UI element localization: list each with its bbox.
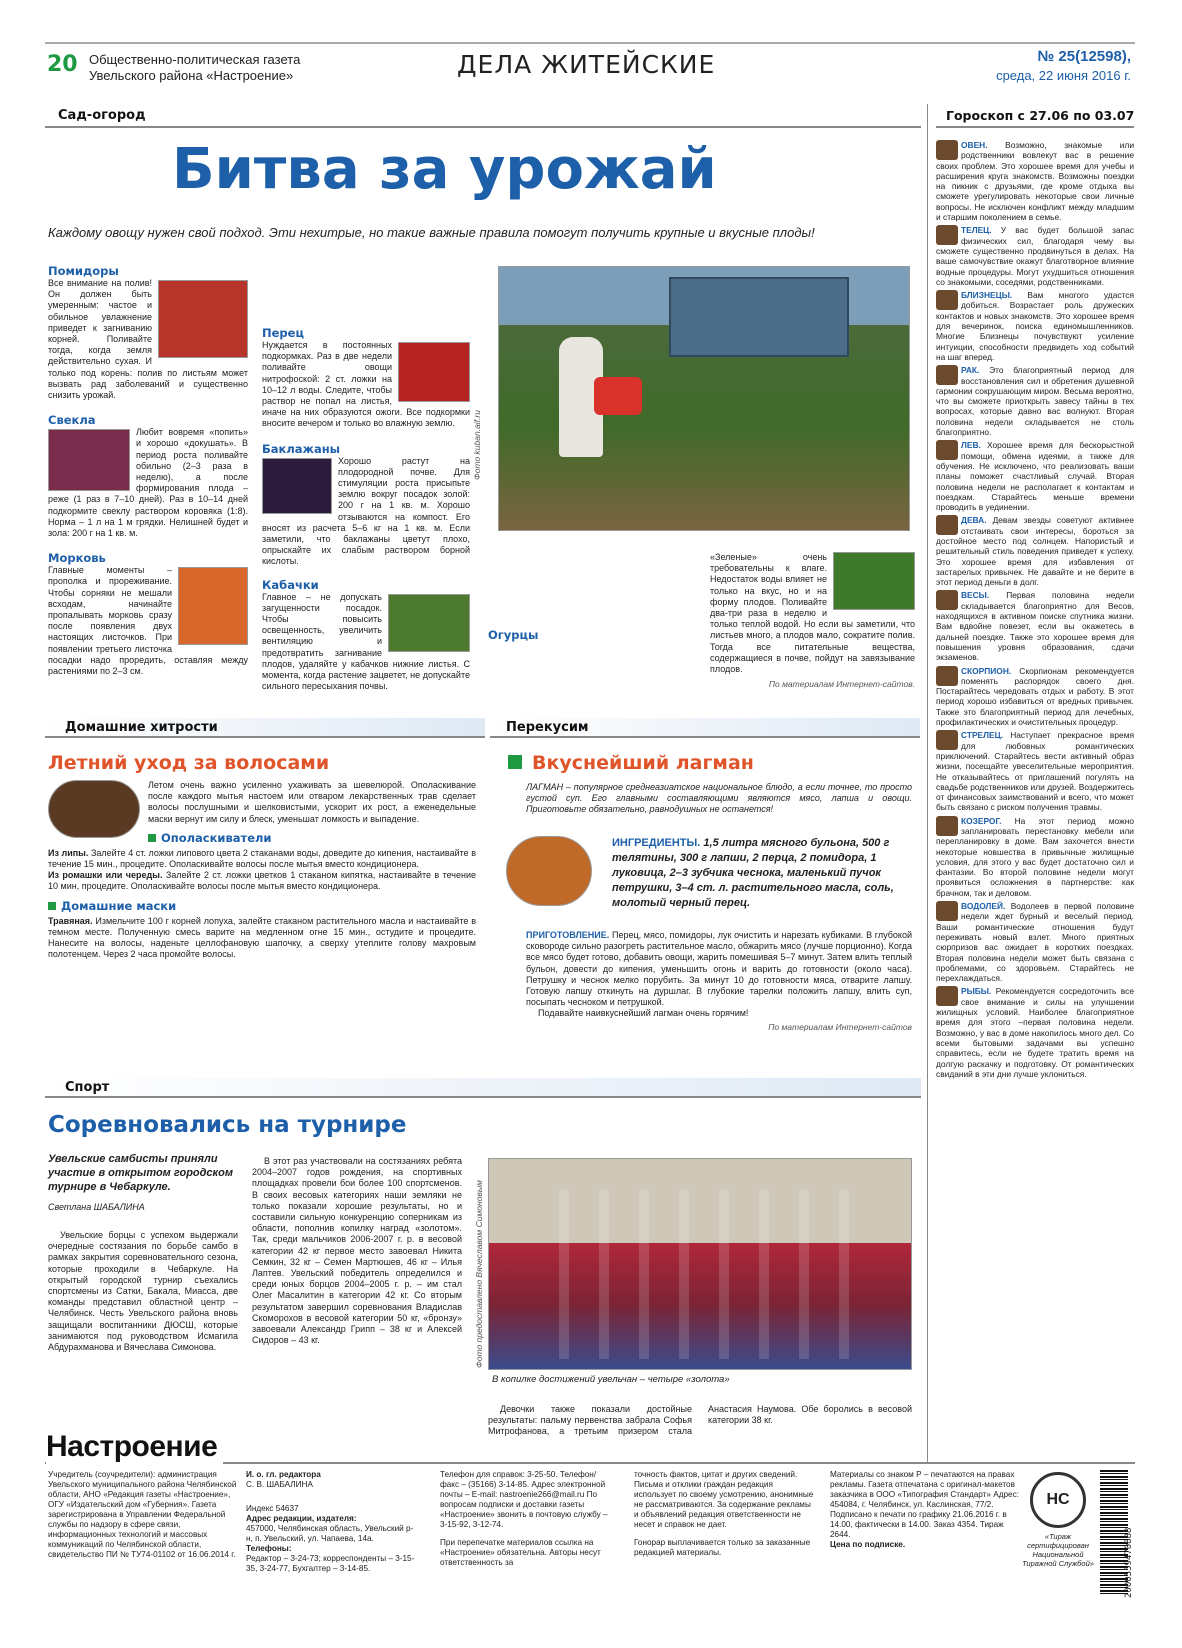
eggplant-text: Хорошо растут на плодородной почве. Для стимуляции роста присыпьте землю вокруг посадок золой: 200 г на 1 кв. м. Хорошо отзываются на компост. Его вносят из расчета 5–6 кг на 1 кв. м. Если заметили, что баклажаны цветут плохо, опрыскайте их слабым раствором борной кислоты. xyxy=(262,455,470,567)
zucchini-photo xyxy=(388,594,470,652)
horoscope-entry xyxy=(936,666,1134,728)
section-title: ДЕЛА ЖИТЕЙСКИЕ xyxy=(457,50,716,79)
aries-icon xyxy=(936,140,958,160)
footer-index: Индекс 54637 xyxy=(246,1504,299,1513)
cucumber-text: «Зеленые» очень требовательны к влаге. Недостаток воды влияет не только на вкус, но и на форму плодов. Поливайте два-три раза в неделю и только теплой водой. Но если вы заметили, что листьев много, а плодов мало, сократите полив. Тогда все питательные вещества, содержащиеся в почве, пойдут на завязывание плодов. xyxy=(710,552,915,675)
address-label: Адрес редакции, издателя: xyxy=(246,1514,357,1523)
hair-photo xyxy=(48,780,140,838)
lagman-photo xyxy=(506,836,592,906)
rinse-1-text: Залейте 4 ст. ложки липового цвета 2 стаканами воды, доведите до кипения, настаивайте в течение 15 мин., процедите. Ополаскивайте волосы после мытья вместо кондиционера. xyxy=(48,847,476,870)
sport-photo-credit: Фото предоставлено Вячеславом Симоновым xyxy=(474,1180,484,1368)
seal-caption: «Тираж сертифицирован Национальной Тиражной Службой» xyxy=(1022,1532,1094,1568)
prep-label: ПРИГОТОВЛЕНИЕ. xyxy=(526,930,610,940)
editor-label: И. о. гл. редактора xyxy=(246,1470,321,1479)
page-header xyxy=(45,42,1135,88)
rubric-lagman: Перекусим xyxy=(506,720,589,735)
rinse-1-bold: Из липы. xyxy=(48,847,89,858)
issue-date: среда, 22 июня 2016 г. xyxy=(996,68,1131,83)
address-text: 457000, Челябинская область, Увельский р-н, п. Увельский, ул. Чапаева, 14а. xyxy=(246,1524,414,1543)
horoscope-sign-text: Девам звезды советуют активнее отстаивать свои интересы, бороться за достойное место под солнцем. Напористый и решительный стиль поведения приведет к успеху. Это хорошее время для избавления от застарелых привычек. Не давайте и не берите в этот период деньги в долг. xyxy=(936,515,1134,588)
garden-photo xyxy=(498,266,910,531)
rinse-2-text: Залейте 2 ст. ложки цветков 1 стаканом кипятка, настаивайте в течение 10 мин, процедите. Ополаскивайте волосы после мытья вместо кондиционера. xyxy=(48,870,476,892)
seal-icon: НС xyxy=(1030,1472,1086,1528)
horoscope-entry xyxy=(936,816,1134,898)
green-square-icon xyxy=(48,902,56,910)
pepper-photo xyxy=(398,342,470,402)
capricorn-icon xyxy=(936,816,958,836)
rubric-horoscope: Гороскоп с 27.06 по 03.07 xyxy=(946,108,1135,123)
sport-col-1 xyxy=(48,1152,238,1353)
zucchini-title: Кабачки xyxy=(262,577,319,592)
horoscope-sign-name: БЛИЗНЕЦЫ. xyxy=(961,290,1013,301)
horoscope-rule xyxy=(936,126,1134,128)
horoscope-sign-name: ДЕВА. xyxy=(961,515,987,526)
horoscope-sign-text: У вас будет большой запас физических сил, благодаря чему вы сможете существенно продвинуться в делах. На ваше самочувствие окажут благотворное влияние водные процедуры. Могут ухудшиться отношения со знакомыми, соседями, родственниками. xyxy=(936,225,1134,287)
accuracy-text: точность фактов, цитат и других сведений. Письма и отклики граждан редакция использует по своему усмотрению, анонимные не рассматриваются. За содержание рекламы и объявлений редакция ответственности не несет и справок не дает. xyxy=(634,1470,814,1529)
horoscope-sign-name: РАК. xyxy=(961,365,980,376)
carrot-title: Морковь xyxy=(48,551,106,566)
carrot-text: Главные моменты – прополка и прореживание. Чтобы сорняки не мешали всходам, начинайте пропалывать морковь сразу после появления двух настоящих листочков. При появлении третьего листочка посадки надо проредить, оставляя между растениями по 2–3 см. xyxy=(48,565,248,677)
horoscope-sign-text: Возможно, знакомые или родственники вовлекут вас в решение своих проблем. Это хорошее время для учебы и расширения круга знакомств. Возможны поездки на пикник с друзьями, где кроме отдыха вы сможете урегулировать некоторые свои личные вопросы. Не исключен конфликт между младшим и старшим поколением в семье. xyxy=(936,140,1134,223)
print-text: Материалы со знаком Р – печатаются на правах рекламы. Газета отпечатана с оригинал-макетов заказчика в ООО «Типография Стандарт» Адрес: 454084, г. Челябинск, ул. Каслинская, 77/2. Подписано к печати по графику 21.06.2016 г. в 14.00, фактически в 14.00. Заказ 4354. Тираж 2644. xyxy=(830,1470,1019,1539)
garden-col-4 xyxy=(710,552,915,689)
garden-source: По материалам Интернет-сайтов. xyxy=(768,679,915,690)
rinse-2-bold: Из ромашки или череды. xyxy=(48,870,163,881)
horoscope-sign-name: РЫБЫ. xyxy=(961,986,992,997)
horoscope-divider xyxy=(927,104,928,1462)
beet-photo xyxy=(48,429,130,491)
footer-contacts xyxy=(440,1470,615,1568)
footer-print xyxy=(830,1470,1020,1550)
libra-icon xyxy=(936,590,958,610)
phones-text: Редактор – 3-24-73; корреспонденты – 3-15-35, 3-24-77, Бухгалтер – 3-14-85. xyxy=(246,1554,415,1573)
barcode-number: 2000559470888 xyxy=(1124,1527,1134,1598)
horoscope-sign-text: Первая половина недели складывается благоприятно для Весов, находящихся в активном поиске спутника жизни. Вам вдвойне повезет, если вы окажетесь в дальней поездке. Также это хорошее время для повышения уровня образования, сдачи экзаменов. xyxy=(936,590,1134,663)
rubric-garden: Сад-огород xyxy=(58,108,146,123)
sagittarius-icon xyxy=(936,730,958,750)
issue-number: № 25(12598), xyxy=(1037,48,1131,65)
footer-accuracy xyxy=(634,1470,814,1558)
scorpio-icon xyxy=(936,666,958,686)
horoscope-sign-name: СКОРПИОН. xyxy=(961,665,1012,676)
beet-text: Любит вовремя «попить» и хорошо «докушать». В период роста поливайте обильно (2–3 раза в неделю), а после формирования плода – реже (1 раз в 7–10 дней). Раз в 10–14 дней подкормите свеклу раствором коровяка (1:8). Норма – 1 л на 1 м грядки. Нелишней будет и зола: 200 г на 1 кв. м. xyxy=(48,427,248,539)
hair-title: Летний уход за волосами xyxy=(48,752,330,774)
virgo-icon xyxy=(936,515,958,535)
prep-text: Перец, мясо, помидоры, лук очистить и нарезать кубиками. В глубокой сковороде сильно разогреть растительное масло, обжарить мясо (лучше порционно). Когда все мясо будет готово, добавить овощи, жарить помешивая 5–7 минут. Затем влить теплый бульон, довести до кипения, уменьшить огонь и варить до готовности (около часа). Петрушку и чеснок мелко порубить. За минут 10 до готовности мяса, отварите лапшу. Готовую лапшу откинуть на дуршлаг. В глубокие тарелки положить лапшу, влить суп, посыпать чесноком и петрушкой. xyxy=(526,930,913,1008)
contacts-text: Телефон для справок: 3-25-50. Телефон/факс – (35166) 3-14-85. Адрес электронной почты – E-mail: nastroenie266@mail.ru По вопросам подписки и доставки газеты «Настроение» звонить в почтовую службу – 3-15-92, 3-12-74. xyxy=(440,1470,608,1529)
horoscope-sign-name: ОВЕН. xyxy=(961,140,988,150)
phones-label: Телефоны: xyxy=(246,1544,292,1553)
horoscope-sign-text: Это благоприятный период для восстановления сил и обретения душевной гармонии сокрушающим миром. Весьма вероятно, что вы сможете приоткрыть завесу тайны в тех вопросах, которые давно вас волнуют. Вторая половина недели складывается не столь благоприятно. xyxy=(936,365,1134,438)
horoscope-sign-name: КОЗЕРОГ. xyxy=(961,815,1002,826)
green-square-icon xyxy=(148,834,156,842)
lagman-intro: ЛАГМАН – популярное среднеазиатское национальное блюдо, а если точнее, то просто густой суп. Его главными составляющими являются мясо, лапша и овощи. Приготовьте обязательно, равнодушных не останется! xyxy=(526,782,912,815)
horoscope-sign-name: СТРЕЛЕЦ. xyxy=(961,730,1004,741)
eggplant-photo xyxy=(262,458,332,514)
lagman-prep xyxy=(526,930,912,1008)
hair-intro: Летом очень важно усиленно ухаживать за шевелюрой. Ополаскивание после каждого мытья настоем или отваром лекарственных трав сделает волосы послушными и шелковистыми, ускорит их рост, а еженедельные маски вернут им силу и блеск, уменьшат ломкость и выпадение. xyxy=(148,780,476,824)
mask-text: Измельчите 100 г корней лопуха, залейте стаканом растительного масла и настаивайте в темном месте. Полученную смесь варите на медленном огне 15 мин., остудите и процедите. Нанесите на волосы, наденьте целлофановую шапочку, а сверху утеплите голову махровым полотенцем. Через 2 часа промойте волосы. xyxy=(48,915,476,960)
pepper-text: Нуждается в постоянных подкормках. Раз в две недели поливайте овощи нитрофоской: 2 ст. ложки на 10–12 л воды. Следите, чтобы раствор не попал на листья, иначе на них образуются ожоги. Все подкормки вносите вечером и только во влажную землю. xyxy=(262,340,470,429)
sport-photo xyxy=(488,1158,912,1370)
sport-title: Соревновались на турнире xyxy=(48,1112,407,1138)
sport-author: Светлана ШАБАЛИНА xyxy=(48,1202,145,1212)
article-lead: Каждому овощу нужен свой подход. Эти нехитрые, но такие важные правила помогут получить крупные и вкусные плоды! xyxy=(48,225,815,240)
sport-photo-caption: В копилке достижений увельчан – четыре «золота» xyxy=(492,1374,730,1385)
article-title: Битва за урожай xyxy=(172,137,717,202)
rubric-bar-lagman xyxy=(490,718,920,738)
mask-bold: Травяная. xyxy=(48,915,93,926)
rinse-2 xyxy=(48,870,476,892)
footer-founders: Учредитель (соучредители): администрация Увельского муниципального района Челябинской области, АНО «Редакция газеты «Настроение», ОГУ «Издательский дом «Губерния». Газета зарегистрирована в Управлении Федеральной службы по надзору в сфере связи, информационных технологий и массовых коммуникаций по Челябинской области, свидетельство ПИ № ТУ74-01102 от 16.06.2014 г. xyxy=(48,1470,237,1559)
rinse-1 xyxy=(48,848,476,870)
garden-photo-watering-can xyxy=(594,377,642,415)
pisces-icon xyxy=(936,986,958,1006)
ingredients-label: ИНГРЕДИЕНТЫ. xyxy=(612,837,701,849)
rubric-sport: Спорт xyxy=(65,1080,110,1095)
horoscope-entry xyxy=(936,590,1134,662)
hair-body xyxy=(48,780,476,960)
footer-editor xyxy=(246,1470,416,1574)
sport-col-1-text: Увельские борцы с успехом выдержали очередные состязания по борьбе самбо в рамках закрытия соревновательного сезона, которые проходили в Чебаркуле. На открытый городской турнир съехались спортсмены из Сатки, Бакала, Миасса, две команды представил областной центр – Челябинск. Честь Увельского района вновь защищали воспитанники ДЮСШ, которые занимаются под руководством Исмагила Абдурахманова и Вячеслава Симонова. xyxy=(48,1230,238,1353)
horoscope-sign-text: Хорошее время для бескорыстной помощи, обмена идеями, а также для обучения. Не исключено, что реализовать ваши планы поможет счастливый случай. Вторая половина недели не располагает к контактам и поездкам. Старайтесь меньше времени проводить в уединении. xyxy=(936,440,1134,513)
tomatoes-text: Все внимание на полив! Он должен быть умеренным: частое и обильное увлажнение приведет к загниванию корней. Поливайте тогда, когда земля действительно сухая. И только под корень: полив по листьям может вызвать рад заболеваний и существенно снизить урожай. xyxy=(48,278,248,401)
beet-title: Свекла xyxy=(48,413,96,428)
horoscope-entry xyxy=(936,986,1134,1079)
masks-title-text: Домашние маски xyxy=(61,898,177,913)
horoscope-sign-text: Вам многого удастся добиться. Возрастает роль дружеских контактов и новых знакомств. Это хорошее время для вечеринок, поиска единомышленников. Многие Близнецы почувствуют усиление интуиции, способности предвидеть ход событий на шаг вперед. xyxy=(936,290,1134,362)
page-number: 20 xyxy=(47,52,78,77)
rubric-bar-hair xyxy=(45,718,485,738)
horoscope-entry xyxy=(936,440,1134,512)
fee-text: Гонорар выплачивается только за заказанные редакцией материалы. xyxy=(634,1538,811,1557)
cucumber-title: Огурцы xyxy=(488,628,539,642)
masks-title xyxy=(48,899,476,913)
sport-photo-group xyxy=(529,1189,869,1359)
eggplant-title: Баклажаны xyxy=(262,441,341,456)
lagman-closing: Подавайте наивкуснейший лагман очень горячим! xyxy=(538,1008,749,1019)
lagman-ingredients xyxy=(612,836,912,911)
rubric-bar-sport xyxy=(45,1078,921,1098)
reprint-text: При перепечатке материалов ссылка на «Настроение» обязательна. Авторы несут ответственность за xyxy=(440,1538,601,1567)
cucumber-photo xyxy=(833,552,915,610)
footer-logo: Настроение xyxy=(46,1430,223,1464)
pepper-title: Перец xyxy=(262,326,304,340)
horoscope-sign-name: ТЕЛЕЦ. xyxy=(961,225,992,236)
horoscope-entry xyxy=(936,140,1134,222)
taurus-icon xyxy=(936,225,958,245)
garden-col-3 xyxy=(488,552,694,642)
zucchini-text: Главное – не допускать загущенности посадок. Чтобы повысить освещенность, увеличить вентиляцию и предотвратить загнивание плодов, удаляйте у кабачков нижние листья. С момента, когда растение зацветет, не допускайте сильного пересыхания почвы. xyxy=(262,591,470,692)
lagman-body xyxy=(526,930,912,1032)
sport-lead: Увельские самбисты приняли участие в открытом городском турнире в Чебаркуле. xyxy=(48,1153,233,1193)
green-square-icon xyxy=(508,755,522,769)
garden-photo-house xyxy=(669,277,849,357)
horoscope-sign-text: На этот период можно запланировать перестановку мебели или перепланировку в доме. Вам захочется внести некоторые новшества в привычные жилищные условия, для этого у вас будет достаточно сил и фантазии. Во второй половине недели могут проявиться осложнения в партнерстве: как брачном, так и деловом. xyxy=(936,815,1134,898)
horoscope-list xyxy=(936,140,1134,1082)
aquarius-icon xyxy=(936,901,958,921)
cancer-icon xyxy=(936,365,958,385)
horoscope-sign-text: Скорпионам рекомендуется поменять распорядок своего дня. Постарайтесь чередовать отдых и работу. В этот период хорошо избавиться от вредных привычек. Также это благоприятный период для лечебных, профилактических и очистительных процедур. xyxy=(936,665,1134,728)
ingredients-text: 1,5 литра мясного бульона, 500 г телятины, 300 г лапши, 2 перца, 2 помидора, 1 луковица, 2–3 зубчика чеснока, маленький пучок петрушки, 3–4 ст. л. растительного масла, соль, молотый черный перец. xyxy=(612,837,894,909)
horoscope-entry xyxy=(936,365,1134,437)
horoscope-entry xyxy=(936,515,1134,587)
editor-name: С. В. ШАБАЛИНА xyxy=(246,1480,313,1489)
horoscope-entry xyxy=(936,730,1134,812)
horoscope-entry xyxy=(936,225,1134,287)
paper-line-2: Увельского района «Настроение» xyxy=(89,68,294,83)
paper-line-1: Общественно-политическая газета xyxy=(89,52,301,67)
tomatoes-photo xyxy=(158,280,248,358)
carrot-photo xyxy=(178,567,248,645)
rubric-line xyxy=(45,126,921,128)
horoscope-entry xyxy=(936,901,1134,983)
sport-col-3: Девочки также показали достойные результаты: пальму первенства забрала Софья Митрофанова, а третьим призером стала Анастасия Наумова. Обе боролись в весовой категории 38 кг. xyxy=(488,1404,912,1437)
horoscope-entry xyxy=(936,290,1134,362)
price-text: Цена по подписке. xyxy=(830,1540,906,1549)
garden-col-1 xyxy=(48,264,248,677)
sport-col-2: В этот раз участвовали на состязаниях ребята 2004–2007 годов рождения, на спортивных площадках провели бои более 100 спортсменов. В своих весовых категориях наши земляки не только показали хорошие результаты, но и составили сильную конкуренцию соперникам из области, пополнив копилку наград «золотом». Так, среди мальчиков 2006-2007 г. р. в весовой категории 42 кг первое место завоевал Никита Семкин, 32 кг – Семен Мартюшев, 46 кг – Илья Лаптев. Увельский победитель определился и среди юных борцов 2004–2005 г. р. – им стал Олег Масалитин в категории 42 кг. Со вторым результатом завершил соревнования Владислав Скоморохов в весовой категории 50 кг, «бронзу» завоевали Александр Грипп – 38 кг и Алексей Сидоров – 43 кг. xyxy=(252,1156,462,1346)
horoscope-sign-name: ЛЕВ. xyxy=(961,440,981,451)
rubric-hair: Домашние хитрости xyxy=(65,720,218,735)
leo-icon xyxy=(936,440,958,460)
horoscope-sign-text: Водолеев в первой половине недели ждет бурный и веселый период. Ваши романтические отношения будут переживать новый взлет. Много приятных сюрпризов вас ожидает в коротких поездках. Вторая половина недели может быть связана с проблемами, со здоровьем. Старайтесь не перехлаждаться. xyxy=(936,901,1134,984)
lagman-title-text: Вкуснейший лагман xyxy=(532,752,754,774)
garden-col-2 xyxy=(262,264,470,692)
lagman-title xyxy=(508,752,754,774)
horoscope-sign-name: ВОДОЛЕЙ. xyxy=(961,901,1006,912)
mask-1 xyxy=(48,916,476,961)
lagman-source: По материалам Интернет-сайтов xyxy=(768,1021,912,1032)
garden-photo-credit: Фото kuban.aif.ru xyxy=(472,410,482,480)
horoscope-sign-name: ВЕСЫ. xyxy=(961,590,990,601)
tomatoes-title: Помидоры xyxy=(48,264,119,278)
horoscope-sign-text: Наступает прекрасное время для любовных романтических приключений. Старайтесь вести активный образ жизни, посещайте увеселительные мероприятия. Не отказывайтесь от приглашений погулять на свадьбе родственников или друзей. Воздержитесь от финансовых заимствований и всего, что может быть связано с риском получения травмы. xyxy=(936,730,1134,813)
horoscope-sign-text: Рекомендуется сосредоточить все свое внимание и силы на улучшении жилищных условий. Наиболее благоприятное время для этого –первая половина недели. Возможно, у вас в доме накопилось много дел. Со всеми бытовыми задачами вы успешно справитесь, если не будете тратить время на долгую раскачку и подготовку. От романтических свиданий в эти дни лучше уклониться. xyxy=(936,986,1134,1079)
gemini-icon xyxy=(936,290,958,310)
rinse-title-text: Ополаскиватели xyxy=(161,830,272,845)
